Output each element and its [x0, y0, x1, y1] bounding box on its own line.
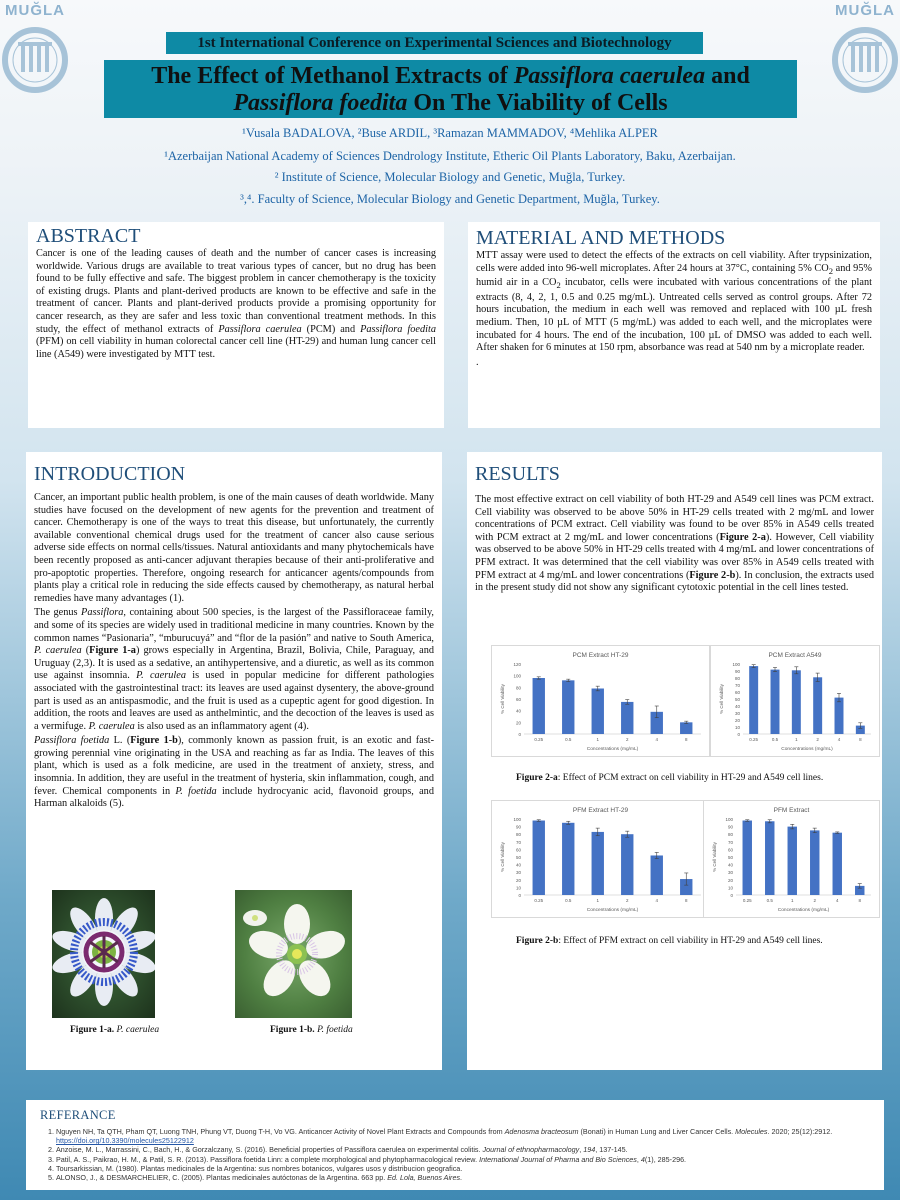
x-axis-label: Concentrations (mg/mL) [781, 747, 833, 752]
y-tick-label: 30 [515, 870, 521, 876]
y-tick-label: 10 [515, 885, 521, 891]
bar [621, 702, 633, 734]
y-tick-label: 60 [515, 847, 521, 853]
y-tick-label: 20 [727, 877, 733, 883]
bar [743, 821, 752, 895]
reference-list [32, 1127, 870, 1182]
chart-pfm-a549 [703, 800, 880, 918]
university-emblem-icon [832, 20, 898, 110]
reference-item: 3. Patil, A. S., Paikrao, H. M., & Patil, S. R. (2013). Passiflora foetida Linn: a complete morphological and phytopharmacological review. International Journal of Pharma and Bio Sciences, 4(1), 285-296. [56, 1155, 870, 1164]
bar [835, 698, 844, 734]
x-tick-label: 0.25 [534, 737, 544, 742]
y-tick-label: 80 [515, 685, 521, 691]
bar [765, 821, 774, 895]
y-tick-label: 70 [734, 683, 740, 688]
y-tick-label: 40 [727, 862, 733, 868]
conference-name: 1st International Conference on Experimental Sciences and Biotechnology [166, 32, 703, 54]
university-logo-right [830, 2, 900, 112]
methods-text: MTT assay were used to detect the effects of the extracts on cell viability. After trypsinization, cells were added into 96-well microplates. After 24 hours at 37°C, containing 5% $CO_2$ and 95% humid air in a $CO_2$ incubator, cells were incubated with various concentrations of the plant extracts (8, 4, 2, 1, 0.5 and 0.25 mg/mL). Untreated cells served as control groups. After 72 hours incubation, the medium in each well was removed and replaced with 100 µL fresh medium. Then, 10 µL of MTT (5 mg/mL) was added to each well, and the microplates were incubated for 4 hours. The end of the incubation, 100 µL of DMSO was added to each well. After shaken for 6 minutes at 150 rpm, absorbance was read at 540 nm by a microplate reader. [476, 250, 872, 354]
bar [833, 833, 842, 895]
bar [562, 823, 574, 895]
chart-title: PFM Extract [773, 807, 810, 814]
affiliation-1: ¹Azerbaijan National Academy of Sciences Dendrology Institute, Etheric Oil Plants Laboratory, Baku, Azerbaijan. [164, 149, 736, 163]
bar [788, 827, 797, 895]
reference-item: 4. Toursarkissian, M. (1980). Plantas medicinales de la Argentina: sus nombres botanicos, vulgares usos y distribucion geografica. [56, 1164, 870, 1173]
x-tick-label: 2 [625, 898, 629, 903]
y-tick-label: 0 [518, 732, 521, 737]
figure-2a-caption: Figure 2-a: Effect of PCM extract on cell viability in HT-29 and A549 cell lines. [516, 773, 824, 783]
x-axis-label: Concentrations (mg/mL) [586, 747, 639, 752]
title-text: and [705, 63, 750, 89]
bar [651, 855, 663, 895]
x-tick-label: 2 [816, 737, 819, 742]
y-tick-label: 30 [734, 711, 740, 716]
y-tick-label: 70 [727, 839, 733, 845]
y-axis-label: % Cell Viability [712, 842, 717, 872]
photo-p-foetida [235, 890, 352, 1018]
y-tick-label: 10 [727, 885, 733, 891]
reference-item: 1. Nguyen NH, Ta QTH, Pham QT, Luong TNH, Phung VT, Duong T-H, Vo VG. Anticancer Activity of Novel Plant Extracts and Compounds from Adenosma bracteosum (Bonati) in Human Lung and Liver Cancer Cells. Molecules. 2020; 25(12):2912. https://doi.org/10.3390/molecules25122912 [56, 1127, 870, 1145]
chart-pfm-ht29 [491, 800, 710, 918]
x-tick-label: 8 [859, 737, 862, 742]
y-tick-label: 90 [515, 824, 521, 830]
logo-wordmark: MUĞLA [5, 2, 65, 19]
bar [680, 722, 692, 734]
x-tick-label: 8 [858, 898, 862, 903]
title-species: Passiflora foedita [233, 90, 408, 116]
bar [810, 830, 819, 895]
x-tick-label: 0.25 [534, 898, 544, 903]
x-tick-label: 2 [813, 898, 817, 903]
methods-section [468, 222, 880, 428]
y-tick-label: 120 [513, 662, 521, 667]
bar [813, 677, 822, 734]
logo-wordmark: MUĞLA [835, 2, 895, 19]
intro-paragraph-2: The genus Passiflora, containing about 500 species, is the largest of the Passifloraceae family, and some of its species are widely used in traditional medicine in many countries. Known by the common names “Pasionaria”, “mburucuyá” and “flor de la pasión” and native to South America, P. caerulea (Figure 1-a) grows especially in Argentina, Brazil, Bolivia, Chile, Paraguay, and Uruguay (2,3). It is used as a sedative, an antihypertensive, and a diuretic, as well as its common use against insomnia. P. caerulea is used in popular medicine for different pathologies associated with the gastrointestinal tract: its leaves are used against dysentery, the above-ground part is used as an antispasmodic, and the fruit is used as a cupeptic agent for good digestion. In addition, the roots and leaves are used as anthelmintic, and the decoction of the leaves is used as a vermifuge. P. caerulea is also used as an inflammatory agent (4). [34, 607, 435, 732]
bar [592, 832, 604, 895]
bar [592, 689, 604, 735]
y-tick-label: 100 [513, 817, 521, 822]
y-tick-label: 60 [734, 690, 740, 695]
section-heading: REFERANCE [40, 1108, 116, 1122]
intro-paragraph-3: Passiflora foetida L. (Figure 1-b), commonly known as passion fruit, is an exotic and fast-growing perennial vine originating in the USA and reaching as far as India. The leaves of this plant, which is used as a folk medicine, are used in the treatment of anxiety, stress, and insomnia. In addition, they are useful in the treatment of hysteria, skin inflammation, cough, and fever. Chemical components in P. foetida include hydrocyanic acid, flavonoid groups, and Harman alkaloids (5). [34, 735, 434, 810]
bar [749, 666, 758, 734]
passion-flower-blue-icon [52, 890, 155, 1018]
error-bar [835, 832, 839, 834]
y-tick-label: 90 [734, 669, 740, 674]
chart-pcm-ht29 [491, 645, 710, 757]
title-text: On The Viability of Cells [407, 90, 668, 116]
poster-title [104, 60, 797, 118]
x-tick-label: 0.5 [771, 737, 779, 742]
chart-title: PCM Extract HT-29 [572, 652, 629, 659]
reference-item: 2. Anzoise, M. L., Marrassini, C., Bach, H., & Gorzalczany, S. (2016). Beneficial properties of Passiflora caerulea on experimental colitis. Journal of ethnopharmacology, 194, 137-145. [56, 1145, 870, 1154]
x-tick-label: 8 [684, 737, 688, 742]
reference-item: 5. ALONSO, J., & DESMARCHELIER, C. (2005). Plantas medicinales autóctonas de la Argentina. 663 pp. Ed. Lola, Buenos Aires. [56, 1173, 870, 1182]
x-axis-label: Concentrations (mg/mL) [777, 908, 830, 913]
y-axis-label: % Cell Viability [719, 684, 724, 714]
title-species: Passiflora caerulea [513, 63, 706, 89]
x-tick-label: 1 [790, 898, 794, 903]
y-tick-label: 20 [515, 720, 521, 726]
y-tick-label: 0 [730, 893, 733, 898]
y-axis-label: % Cell Viability [500, 684, 505, 714]
x-axis-label: Concentrations (mg/mL) [586, 908, 639, 913]
affiliation-3: ³,⁴. Faculty of Science, Molecular Biology and Genetic Department, Muğla, Turkey. [240, 192, 660, 206]
section-heading: RESULTS [475, 463, 560, 485]
y-tick-label: 30 [727, 870, 733, 876]
x-tick-label: 4 [655, 737, 659, 742]
y-tick-label: 0 [737, 732, 740, 737]
bar [792, 670, 801, 734]
y-tick-label: 80 [727, 832, 733, 838]
x-tick-label: 2 [625, 737, 629, 742]
y-tick-label: 60 [727, 847, 733, 853]
y-tick-label: 10 [734, 725, 740, 730]
x-tick-label: 0.5 [766, 898, 773, 903]
results-section [467, 452, 882, 1070]
x-tick-label: 1 [795, 737, 798, 742]
figure-1b-caption: Figure 1-b. P. foetida [270, 1025, 353, 1035]
x-tick-label: 8 [684, 898, 688, 903]
figure-2b-caption: Figure 2-b: Effect of PFM extract on cell viability in HT-29 and A549 cell lines. [516, 936, 823, 946]
bar [771, 670, 780, 734]
y-tick-label: 60 [515, 697, 521, 702]
author-list: ¹Vusala BADALOVA, ²Buse ARDIL, ³Ramazan MAMMADOV, ⁴Mehlika ALPER [242, 126, 658, 140]
x-tick-label: 0.25 [749, 737, 759, 742]
y-tick-label: 100 [732, 662, 740, 667]
y-tick-label: 40 [734, 704, 740, 709]
university-logo-left [0, 2, 70, 112]
section-heading: ABSTRACT [36, 225, 141, 247]
title-text: The Effect of Methanol Extracts of [151, 63, 514, 89]
photo-p-caerulea [52, 890, 155, 1018]
figure-1a-caption: Figure 1-a. P. caerulea [70, 1025, 160, 1035]
y-tick-label: 50 [727, 855, 733, 860]
y-tick-label: 40 [515, 862, 521, 868]
x-tick-label: 0.25 [742, 898, 752, 903]
y-tick-label: 50 [515, 855, 521, 860]
y-tick-label: 20 [515, 877, 521, 883]
bar [533, 678, 545, 734]
chart-pcm-a549 [710, 645, 880, 757]
y-tick-label: 80 [515, 832, 521, 838]
x-tick-label: 1 [596, 898, 600, 903]
x-tick-label: 4 [655, 898, 659, 903]
doi-link[interactable]: https://doi.org/10.3390/molecules25122912 [56, 1136, 194, 1146]
chart-title: PFM Extract HT-29 [572, 807, 629, 814]
x-tick-label: 4 [835, 898, 839, 903]
y-tick-label: 90 [727, 824, 733, 830]
bar [621, 834, 633, 895]
passion-flower-white-icon [235, 890, 352, 1018]
y-tick-label: 0 [518, 893, 521, 898]
section-heading: MATERIAL AND METHODS [476, 227, 726, 249]
abstract-text: Cancer is one of the leading causes of death and the number of cancer cases is increasing worldwide. Various drugs are available to treat various types of cancer, but no drug has been found to be fully effective and safe. The biggest problem in cancer chemotherapy is the toxicity of existing drugs. Plants and plant-derived products are known to be effective and safe in the treatment of cancer. Plants and plant-derived products provide a promising opportunity for cancer research, as they are safer and less toxic than conventional treatment methods. In this study, the effect of methanol extracts of Passiflora caerulea (PCM) and Passiflora foedita (PFM) on cell viability in human colorectal cancer cell line (HT-29) and human lung cancer cell line (A549) were investigated by MTT test. [36, 248, 437, 360]
x-tick-label: 0.5 [565, 898, 572, 903]
y-tick-label: 40 [515, 708, 521, 714]
y-tick-label: 80 [734, 676, 740, 681]
methods-trailing: . [476, 356, 479, 368]
x-tick-label: 0.5 [565, 737, 572, 742]
x-tick-label: 4 [837, 737, 841, 742]
results-text: The most effective extract on cell viability of both HT-29 and A549 cell lines was PCM extract. Cell viability was observed to be above 50% in HT-29 cells treated with 2 mg/mL and lower concentrations of PCM extract. Cell viability was found to be over 85% in A549 cells treated with PCM extract at 2 mg/mL and lower concentrations (Figure 2-a). However, Cell viability was observed to be above 50% in HT-29 cells treated with 4 mg/mL and lower concentrations of PFM extract. It was determined that the cell viability was over 85% in A549 cells treated with PFM extract at 4 mg/mL and lower concentrations (Figure 2-b). In conclusion, the extracts used in the present study did not show any significant cytotoxic potential in the cell lines tested. [475, 494, 875, 594]
references-section [26, 1100, 884, 1190]
x-tick-label: 1 [596, 737, 600, 742]
y-axis-label: % Cell Viability [500, 842, 505, 872]
y-tick-label: 70 [515, 839, 521, 845]
chart-title: PCM Extract A549 [768, 652, 822, 659]
university-emblem-icon [2, 20, 68, 110]
section-heading: INTRODUCTION [34, 463, 186, 485]
intro-paragraph-1: Cancer, an important public health problem, is one of the main causes of death worldwide. Many studies have focused on the development of new agents for the prevention and treatment of cancer. Chemotherapy is one of the ways to treat this disease, but unfortunately, the currently available conventional chemical drugs used for the treatment of cancer also cause serious adverse side effects on normal cells/tissues. Natural antioxidants and many phytochemicals have been recently proposed as anti-cancer adjuvant therapies because of their anti-proliferative and pro-apoptotic properties. Therefore, ongoing research for anticancer agents/compounds from plants play a critical role in reducing the side effects caused by chemotherapy, as natural herbal remedies have many advantages (1). [34, 492, 434, 604]
bar [562, 680, 574, 734]
bar [533, 821, 545, 895]
y-tick-label: 50 [734, 697, 740, 702]
y-tick-label: 20 [734, 718, 740, 723]
y-tick-label: 100 [725, 817, 733, 822]
abstract-section [28, 222, 444, 428]
y-tick-label: 100 [513, 673, 521, 679]
affiliation-2: ² Institute of Science, Molecular Biology and Genetic, Muğla, Turkey. [274, 170, 626, 184]
